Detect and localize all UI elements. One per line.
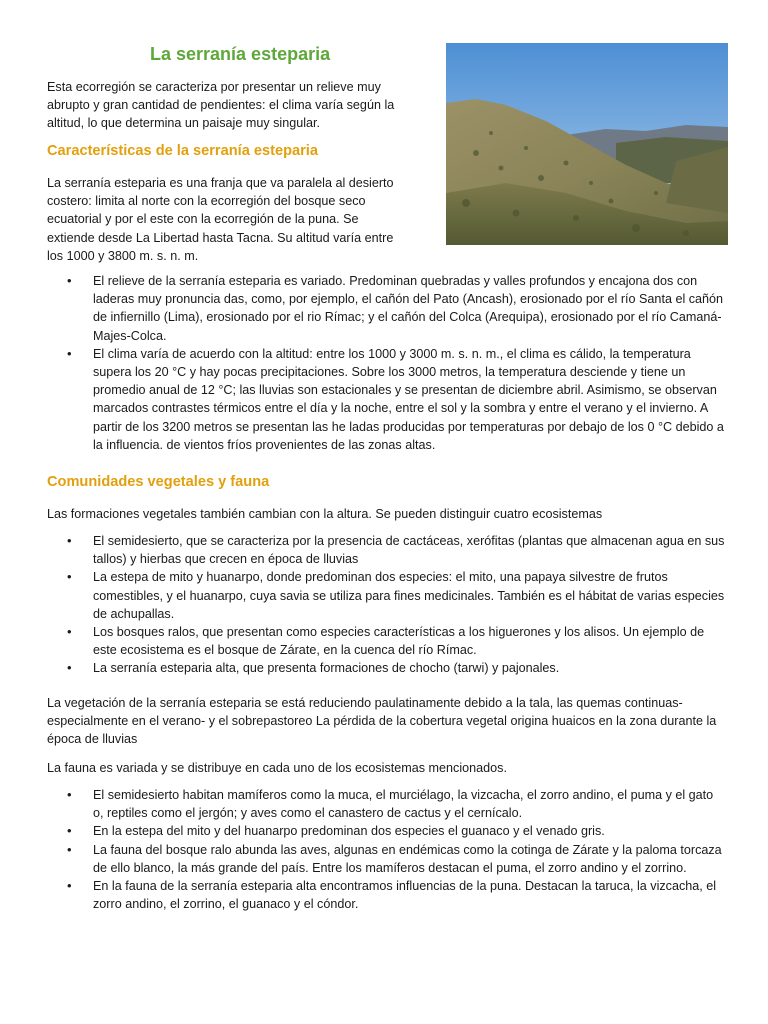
section-heading-comunidades: Comunidades vegetales y fauna [47, 474, 270, 490]
section-heading-caracteristicas: Características de la serranía esteparia [47, 143, 318, 159]
list-item: • El semidesierto habitan mamíferos como la muca, el murciélago, la vizcacha, el zorro andino, el puma y el gato o, reptiles como el jergón; y aves como el canastero de cactus y el cernícalo. [47, 786, 727, 822]
intro-paragraph: Esta ecorregión se caracteriza por presentar un relieve muy abrupto y gran cantidad de pendientes: el clima varía según la altitud, lo que determina un paisaje muy singular. [47, 80, 395, 131]
caracteristicas-paragraph: La serranía esteparia es una franja que va paralela al desierto costero: limita al norte con la ecorregión del bosque seco ecuatorial y por el este con la ecorregión de la puna. Se extiende desde La Libertad hasta Tacna. Su altitud varía entre los 1000 y 3800 m. s. n. m. [47, 176, 394, 263]
list-item: • En la estepa del mito y del huanarpo predominan dos especies el guanaco y el venado gris. [47, 822, 727, 840]
list-item: • La fauna del bosque ralo abunda las aves, algunas en endémicas como la cotinga de Zárate y la paloma torcaza de ello blanco, la más grande del país. Entre los mamíferos destacan el puma, el zorro andino y el zorrino. [47, 841, 727, 877]
relieve-clima-list [47, 272, 727, 454]
list-item: • El semidesierto, que se caracteriza por la presencia de cactáceas, xerófitas (plantas que almacenan agua en sus tallos) y hierbas que crecen en época de lluvias [47, 532, 727, 568]
vegetacion-paragraph: La vegetación de la serranía esteparia se está reduciendo paulatinamente debido a la tala, las quemas continuas- especialmente en el verano- y el sobrepastoreo La pérdida de la cobertura vegetal origina huaicos en la zona durante la época de lluvias [47, 696, 717, 747]
comunidades-intro: Las formaciones vegetales también cambian con la altura. Se pueden distinguir cuatro ecosistemas [47, 507, 603, 521]
list-item: • El clima varía de acuerdo con la altitud: entre los 1000 y 3000 m. s. n. m., el clima es cálido, la temperatura supera los 20 °C y hay pocas precipitaciones. Sobre los 3000 metros, la temperatura desciende y tiene un promedio anual de 12 °C; las lluvias son estacionales y se presentan de diciembre abril. Asimismo, se observan marcados contrastes térmicos entre el día y la noche, entre el sol y la sombra y entre el verano y el invierno. A partir de los 3200 metros se presentan las he ladas producidas por temperaturas por debajo de los 0 °C debido a la influencia. de vientos fríos provenientes de las zonas altas. [47, 345, 727, 454]
list-item: • La estepa de mito y huanarpo, donde predominan dos especies: el mito, una papaya silvestre de frutos comestibles, y el huanarpo, cuya savia se utiliza para fines medicinales. También es el hábitat de varias especies de achupallas. [47, 568, 727, 623]
list-item: • La serranía esteparia alta, que presenta formaciones de chocho (tarwi) y pajonales. [47, 659, 727, 677]
page-title: La serranía esteparia [150, 44, 331, 64]
list-item: • Los bosques ralos, que presentan como especies características a los higuerones y los alisos. Un ejemplo de este ecosistema es el bosque de Zárate, en la cuenca del río Rímac. [47, 623, 727, 659]
ecosistemas-list [47, 532, 727, 678]
landscape-photo [446, 43, 728, 245]
list-item: • El relieve de la serranía esteparia es variado. Predominan quebradas y valles profundos y encajona dos con laderas muy pronuncia das, como, por ejemplo, el cañón del Pato (Ancash), erosionado por el río Santa el cañón de infiernillo (Lima), erosionado por el rio Rímac; y el cañón del Colca (Arequipa), erosionado por el río Camaná-Majes-Colca. [47, 272, 727, 345]
fauna-list [47, 786, 727, 913]
list-item: • En la fauna de la serranía esteparia alta encontramos influencias de la puna. Destacan la taruca, la vizcacha, el zorro andino, el zorrino, el guanaco y el cóndor. [47, 877, 727, 913]
fauna-intro: La fauna es variada y se distribuye en cada uno de los ecosistemas mencionados. [47, 761, 507, 775]
